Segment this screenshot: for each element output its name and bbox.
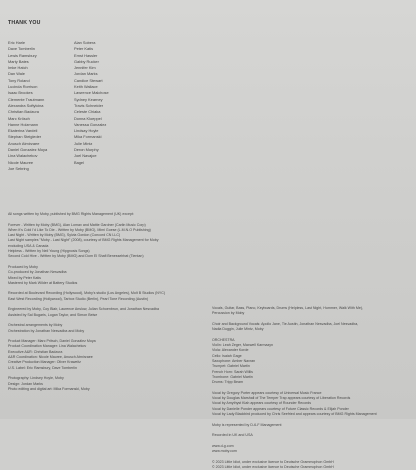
- credit-line: Saxophone: Amber Navran: [212, 358, 256, 363]
- credit-line: Engineered by Moby, Coy Blair, Laurence Anslow, Julian Schoenbrun, and Jonathan Nesvadba: [8, 307, 159, 312]
- thank-you-name: Marty Bates: [8, 58, 29, 64]
- credit-line: Violin: Leah Zeger, Maxwell Karmazyn: [212, 343, 274, 348]
- thank-you-name: Stephan Steigleder: [8, 134, 42, 140]
- credit-line: Forever - Written by Moby (BMG), Alan Lomax and Mattie Gardner (Carlin Music Corp): [8, 222, 146, 227]
- credit-line: Second Cold Hive - Written by Moby (BMG) and Dom El Shafi Benesselrbat (Tientan): [8, 254, 144, 259]
- credit-line: French Horn: Sarah Willis: [212, 369, 253, 374]
- thank-you-name: Lucinda Rorrison: [8, 84, 38, 90]
- credit-line: Mastered by Mark Wilder at Battery Studios: [8, 280, 78, 285]
- credit-line: Photography: Lindsey Hoyle, Moby: [8, 376, 64, 381]
- credit-line: A&R Coordination: Nicole Mauree, Anusch Atmirzaee: [8, 355, 93, 360]
- thank-you-name: Ernst Hassler: [74, 52, 98, 58]
- credit-line: Photo editing and digital art: Mika Formanski, Moby: [8, 386, 90, 391]
- thank-you-name: Alan Sobera: [74, 40, 96, 45]
- thank-you-names-column-2: [74, 40, 109, 166]
- credit-line: Helpless - Written by Neil Young (Hipgnosis Songs): [8, 249, 90, 254]
- thank-you-name: Vanessa Gonzalez: [74, 121, 107, 127]
- credit-line: Last Night samples "Moby - Last Night" (2008), courtesy of BMG Rights Management for Moby: [8, 238, 159, 243]
- credit-line: Trumpet: Gabriel Martin: [212, 364, 250, 369]
- thank-you-name: Keith Wallace: [74, 84, 98, 90]
- credit-line: Trombone: Gabriel Martin: [212, 374, 253, 379]
- credit-line: East West Recording (Hollywood), Tarbox Studio (Berlin), Pearl Tone Recording (Austin): [8, 296, 149, 301]
- credit-line: Product Manager: Marc Pritsch, Daniel González Moya: [8, 339, 96, 344]
- credit-line: www.d-g.com: [212, 443, 234, 448]
- thank-you-name: Joel Navajoe: [74, 153, 97, 159]
- credit-line: Recorded at Boulevard Recording (Hollywood), Moby's studio (Los Angeles), Molt B Studios (NYC): [8, 291, 166, 296]
- thank-you-name: Anusch Atmirzaee: [8, 140, 40, 146]
- thank-you-name: Alexandra Softylcina: [8, 102, 44, 108]
- credit-line: Executive A&R: Christian Badzura: [8, 349, 63, 354]
- credit-line: Creative Production Manager: Oliver Kraweitz: [8, 360, 81, 365]
- thank-you-name: Lawrence Malchose: [74, 90, 109, 96]
- thank-you-name: Lewis Ramsbury: [8, 52, 37, 58]
- thank-you-name: Travis Schneider: [74, 102, 104, 108]
- credit-line: Recorded in UK and USA: [212, 433, 253, 438]
- credit-line: Mixed by Peter Katis: [8, 275, 41, 280]
- credit-line: Orchestral arrangements by Moby: [8, 323, 63, 328]
- credit-line: Nadia Duggin, Julie Mintz, Moby: [212, 327, 264, 332]
- thank-you-name: Gabby Rucker: [74, 58, 99, 64]
- thank-you-name: Dan Wale: [8, 71, 25, 77]
- credits-left-column: [8, 212, 203, 392]
- thank-you-name: Peter Katis: [74, 46, 94, 52]
- credits-right-column: [212, 306, 407, 470]
- thank-you-name: Candice Stewart: [74, 77, 103, 83]
- credit-line: Vocal by Danielle Ponder appears courtesy of Future Classic Records & Elijah Ponder: [212, 406, 349, 411]
- thank-you-name: Imke Hatch: [8, 65, 28, 71]
- thank-you-name: Ekaterina Vardeli: [8, 128, 38, 134]
- credit-line: Assisted by Sal Bugaris, Logan Taylor, and Simon Beise: [8, 312, 98, 317]
- credit-line: Vocals, Guitar, Bass, Piano, Keyboards, Drums (Helpless, Last Night, Hummer, Walk With Me),: [212, 306, 364, 310]
- credit-line: Vocal by Amythyst Kiah appears courtesy of Rounder Records: [212, 401, 312, 406]
- credit-line: www.moby.com: [212, 449, 237, 454]
- thank-you-name: Mika Formanski: [74, 134, 102, 140]
- credit-line: Vocal by Lady Blackbird produced by Chris Seefried and appears courtesy of BMG Rights Management: [212, 411, 377, 416]
- thank-you-name: Jennifer Kim: [74, 65, 96, 71]
- credit-line: Viola: Alexander Korde: [212, 348, 249, 353]
- credit-line: Produced by Moby: [8, 264, 38, 269]
- credit-line: Design: Jordan Marks: [8, 381, 43, 386]
- thank-you-name: Donna Kloeppel: [74, 115, 102, 121]
- thank-you-name: Nicole Mauree: [8, 159, 34, 165]
- credit-line: Percussion by Moby: [212, 311, 245, 316]
- credit-line: Last Night - Written by Moby (BMG), Sylvia Gordon (Concord CN LLC): [8, 233, 121, 238]
- credit-line: © 2023 Little Idiot, under exclusive licence to Deutsche Grammophon GmbH: [212, 464, 334, 469]
- thank-you-name: Christian Badzura: [8, 109, 39, 115]
- credit-line: Orchestration by Jonathan Nesvadba and Moby: [8, 328, 85, 333]
- thank-you-name: Sydney Kearney: [74, 96, 103, 102]
- credit-line: Co-produced by Jonathan Nesvadba: [8, 270, 67, 275]
- thank-you-name: Hanne Holzmann: [8, 121, 39, 127]
- thank-you-names-column-1: [8, 40, 47, 172]
- thank-you-name: Deron Murphy: [74, 147, 99, 153]
- credit-line: © 2023 Little Idiot, under exclusive licence to Deutsche Grammophon GmbH: [212, 459, 334, 464]
- credit-line: excluding USA & Canada: [8, 243, 49, 248]
- credit-line: Vocal by Douglas Marshall of The Temper Trap appears courtesy of Liberation Records: [212, 396, 351, 401]
- thank-you-name: Lina Walachekov: [8, 153, 38, 159]
- credit-line: ORCHESTRA: [212, 337, 235, 342]
- thank-you-heading: THANK YOU: [8, 20, 41, 26]
- thank-you-name: Bagel: [74, 159, 84, 165]
- thank-you-name: Tony Roland: [8, 77, 30, 83]
- credit-line: Choir and Background Vocals: Apollo Jane, Tie Austin, Jonathan Nesvadba, Joel Nesvadba,: [212, 321, 359, 326]
- thank-you-name: Clemente Trautmann: [8, 96, 45, 102]
- credit-line: Moby is represented by D-6-F Management: [212, 422, 282, 427]
- thank-you-name: Lindsay Hoyle: [74, 128, 99, 134]
- credit-line: When It's Cold I'd Like To Die - Written by Moby (BMG), Mimi Goese (L.M.N.O Publishing): [8, 227, 151, 232]
- thank-you-name: Jordan Marks: [74, 71, 98, 77]
- credit-line: Product Coordination Manager: Lina Walachekov: [8, 344, 87, 349]
- thank-you-name: Marc Krösch: [8, 115, 30, 121]
- credit-line: Drums: Tripp Beam: [212, 380, 243, 385]
- credit-line: All songs written by Moby, published by BMG Rights Management (UK) except:: [8, 212, 134, 216]
- credit-line: Vocal by Gregory Porter appears courtesy of Universal Music France: [212, 390, 322, 395]
- credit-line: U.S. Label: Eric Ramsbury, Dave Tomberlin: [8, 365, 77, 370]
- credit-line: Cello: Isaiah Gage: [212, 353, 242, 358]
- thank-you-name: Joe Sebring: [8, 165, 29, 171]
- thank-you-name: Julie Mintz: [74, 140, 93, 146]
- thank-you-name: Dave Tomberlin: [8, 46, 35, 52]
- thank-you-name: Isaac Brookes: [8, 90, 33, 96]
- thank-you-name: Celeste Chiaka: [74, 109, 101, 115]
- thank-you-name: Daniel Gonzalez Moya: [8, 147, 48, 153]
- thank-you-name: Eric Harle: [8, 40, 26, 45]
